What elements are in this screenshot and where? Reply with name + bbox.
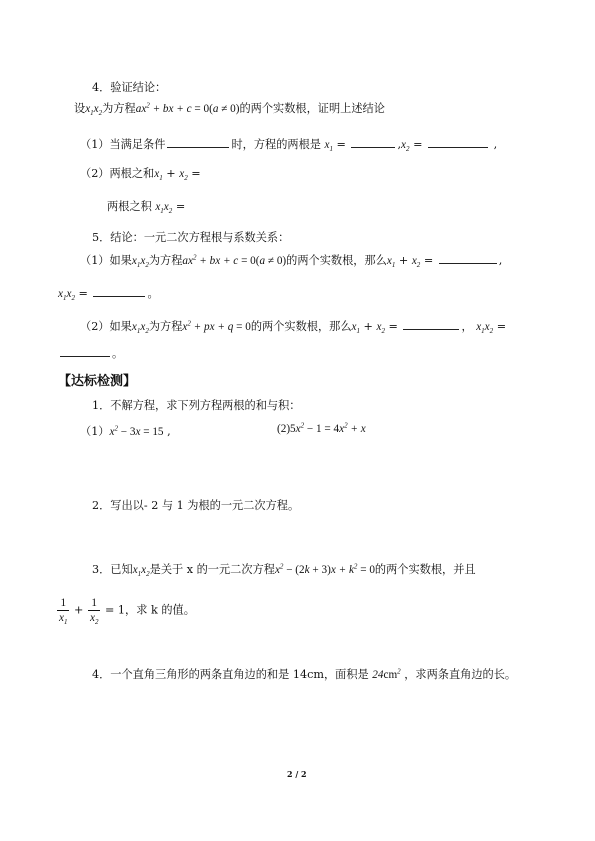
page-number: 2 / 2 (287, 769, 307, 779)
condition-1: （1）当满足条件 时，方程的两根是 $x_1 = ,x_2$ = , (80, 138, 498, 154)
conclusion-1-product: $x_1x_2$ = 。 (58, 287, 159, 303)
condition-2-sum: （2）两根之和$x_1 + x_2$ = (80, 167, 201, 183)
section-5-title: 5．结论：一元二次方程根与系数关系： (92, 231, 290, 244)
question-3: 3．已知$x_1x_2$是关于 x 的一元二次方程$x^2 - (2k + 3)x + k^2 = 0$的两个实数根，并且 (92, 562, 476, 579)
blank-condition[interactable] (167, 136, 229, 148)
question-4: 4．一个直角三角形的两条直角边的和是 14cm，面积是 $24cm^2$ ，求两条直角边的长。 (92, 667, 517, 681)
condition-2-product: 两根之积 $x_1x_2$ = (107, 200, 186, 216)
fraction-1-over-x1: $\frac{1}{x_1}$ (59, 597, 68, 627)
blank-root-1[interactable] (351, 136, 395, 148)
question-1: 1．不解方程，求下列方程两根的和与积： (92, 399, 301, 412)
section-4-title: 4．验证结论： (92, 81, 167, 94)
blank-sum-1[interactable] (439, 252, 497, 264)
conclusion-2-product: 。 (58, 345, 123, 362)
question-1b: $(2)5x^2 - 1 = 4x^2 + x$ (277, 421, 366, 435)
fraction-1-over-x2: $\frac{1}{x_2}$ (89, 597, 99, 627)
section-4-premise: 设$x_1x_2$为方程$ax^2$ + bx + c = 0(a ≠ 0)的两个实数根，证明上述结论 (74, 101, 385, 118)
blank-product-2[interactable] (60, 345, 110, 357)
blank-root-2[interactable] (428, 136, 488, 148)
math-equation: $ax^2$ + bx + c = 0(a ≠ 0) (135, 101, 240, 115)
math-x1x2: $x_1x_2$ (85, 103, 103, 118)
conclusion-2: （2）如果$x_1x_2$为方程$x^2$ + px + q = 0的两个实数根，那么$x_1 + x_2$ = ， $x_1x_2$ = (80, 319, 507, 336)
question-1a: $(1)x^2 - 3x = 15$ , (80, 424, 171, 438)
question-3-condition: $\frac{1}{x_1}$ + $\frac{1}{x_2}$ = 1，求 k 的值。 (59, 597, 195, 627)
section-heading: 【达标检测】 (58, 374, 137, 389)
question-2: 2．写出以- 2 与 1 为根的一元二次方程。 (92, 499, 300, 512)
blank-product-1[interactable] (93, 285, 145, 297)
blank-sum-2[interactable] (403, 318, 459, 330)
conclusion-1: （1）如果$x_1x_2$为方程$ax^2$ + bx + c = 0(a ≠ 0)的两个实数根，那么$x_1 + x_2$ = , (80, 253, 503, 270)
